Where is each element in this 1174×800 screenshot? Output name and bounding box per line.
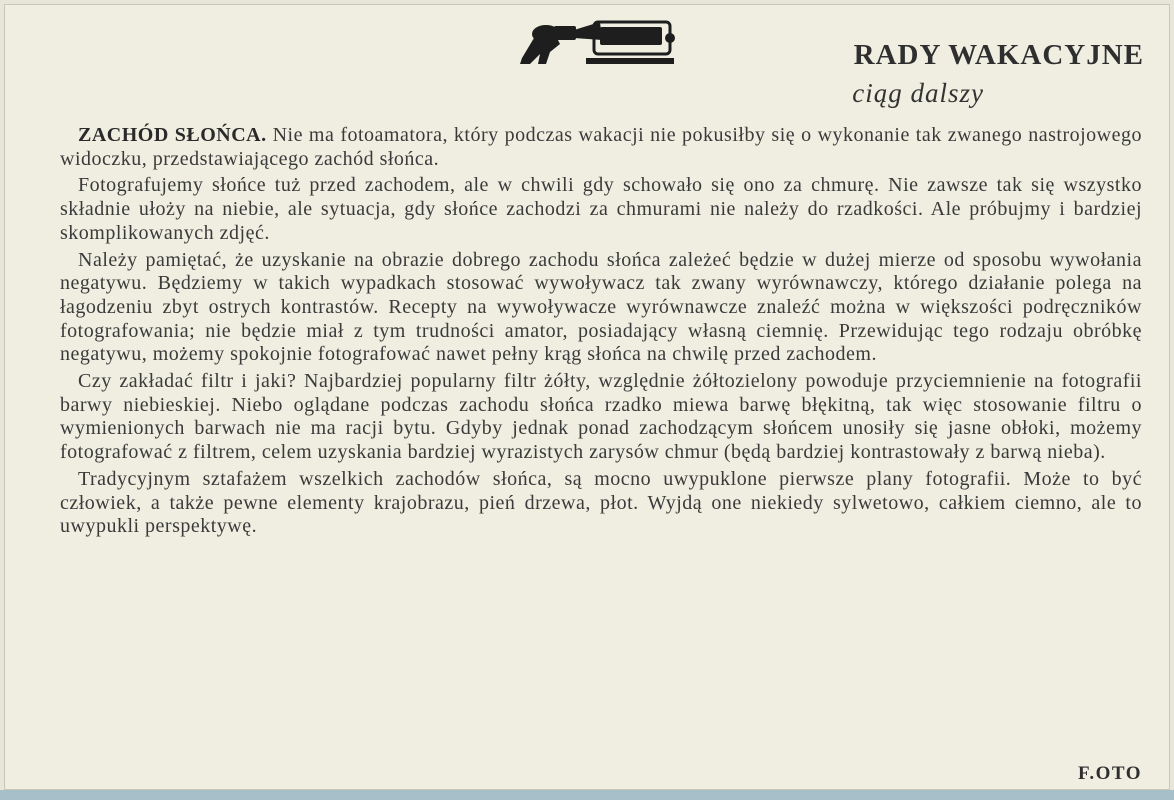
lead-phrase: ZACHÓD SŁOŃCA. (78, 124, 267, 146)
author-signature: F.OTO (1078, 763, 1142, 784)
article-title: RADY WAKACYJNE (853, 39, 1144, 71)
paragraph-3: Należy pamiętać, że uzyskanie na obrazie dobrego zachodu słońca zależeć będzie w dużej mierze od sposobu wywołania negatywu. Będziemy w takich wypadkach stosować wywoływacz tak zwany wyrównawczy, którego działanie polega na łagodzeniu zbyt ostrych kontrastów. Recepty na wywoływacze wyrównawcze znaleźć można w większości podręczników fotografowania; nie będzie miał z tym trudności amator, posiadający własną ciemnię. Przewidując tego rodzaju obróbkę negatywu, możemy spokojnie fotografować nawet pełny krąg słońca na chwilę przed zachodem. (60, 248, 1142, 366)
article-heading (852, 38, 1144, 108)
paragraph-5: Tradycyjnym sztafażem wszelkich zachodów słońca, są mocno uwypuklone pierwsze plany fotografii. Może to być człowiek, a także pewne elementy krajobrazu, pień drzewa, płot. Wyjdą one niekiedy sylwetowo, całkiem ciemno, ale to uwypukli perspektywę. (60, 467, 1142, 538)
photographer-logo (516, 12, 678, 70)
paragraph-2: Fotografujemy słońce tuż przed zachodem, ale w chwili gdy schowało się ono za chmurę. Nie zawsze tak się wszystko składnie ułoży na niebie, ale sytuacja, gdy słońce zachodzi za chmurami nie należy do rzadkości. Ale próbujmy i bardziej skomplikowanych zdjęć. (60, 174, 1142, 244)
paragraph-4: Czy zakładać filtr i jaki? Najbardziej popularny filtr żółty, względnie żółtozielony powoduje przyciemnienie na fotografii barwy niebieskiej. Niebo oglądane podczas zachodu słońca rzadko miewa barwę błękitną, tak więc stosowanie filtru o wymienionych barwach nie ma racji bytu. Gdyby jednak ponad zachodzącym słońcem unosiły się jasne obłoki, możemy fotografować z filtrem, celem uzyskania bardziej wyrazistych zarysów chmur (będą bardziej kontrastowały z barwą nieba). (60, 370, 1142, 464)
article-body (60, 124, 1142, 542)
article-subtitle: ciąg dalszy (852, 78, 984, 108)
paragraph-1-text: Nie ma fotoamatora, który podczas wakacji nie pokusiłby się o wykonanie tak zwanego nastrojowego widoczku, przedstawiającego zachód słońca. (60, 124, 1142, 170)
paragraph-1 (60, 124, 1142, 171)
bottom-border (0, 790, 1174, 800)
